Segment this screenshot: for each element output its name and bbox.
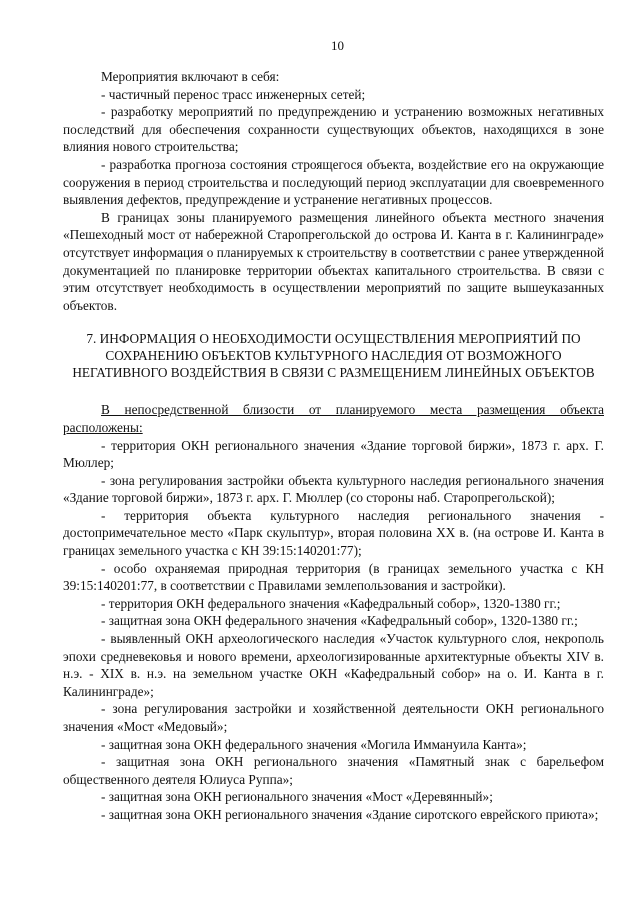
heritage-list-item: - выявленный ОКН археологического наследия «Участок культурного слоя, некрополь эпохи средневековья и нового времени, археологизированные архитектурные объекты XIV в. н.э. - XIX в. н.э. на земельном участке ОКН «Кафедральный собор» на о. И. Канта в г. Калининграде»; <box>63 631 604 699</box>
heritage-list-item: - защитная зона ОКН регионального значения «Памятный знак с барельефом общественного деятеля Юлиуса Руппа»; <box>63 754 604 787</box>
heritage-list-item: - особо охраняемая природная территория (в границах земельного участка с КН 39:15:140201:77, в соответствии с Правилами землепользования и застройки). <box>63 560 604 594</box>
heritage-list-item: - зона регулирования застройки объекта культурного наследия регионального значения «Здание торговой биржи», 1873 г. арх. Г. Мюллер (со стороны наб. Старопрегольской); <box>63 472 604 506</box>
measures-intro: Мероприятия включают в себя: <box>101 69 280 84</box>
proximity-intro: В непосредственной близости от планируемого места размещения объекта расположены: <box>63 402 604 435</box>
zone-paragraph: В границах зоны планируемого размещения линейного объекта местного значения «Пешеходный мост от набережной Старопрегольской до острова И. Канта в г. Калининграде» отсутствует информация о планируемых к строительству в соответствии с ранее утвержденной документацией по планировке территории объектах капитального строительства. В связи с этим отсутствует необходимость в осуществлении мероприятий по защите вышеуказанных объектов. <box>63 209 604 313</box>
measure-item: - частичный перенос трасс инженерных сетей; <box>101 86 366 102</box>
heritage-list-item: - защитная зона ОКН федерального значения «Кафедральный собор», 1320-1380 гг.; <box>101 613 578 629</box>
measure-item: - разработку мероприятий по предупреждению и устранению возможных негативных последствий для обеспечения сохранности существующих объектов, находящихся в зоне влияния нового строительства; <box>63 104 604 155</box>
section-title: 7. ИНФОРМАЦИЯ О НЕОБХОДИМОСТИ ОСУЩЕСТВЛЕНИЯ МЕРОПРИЯТИЙ ПО СОХРАНЕНИЮ ОБЪЕКТОВ КУЛЬТУРНОГО НАСЛЕДИЯ ОТ ВОЗМОЖНОГО НЕГАТИВНОГО ВОЗДЕЙСТВИЯ В СВЯЗИ С РАЗМЕЩЕНИЕМ ЛИНЕЙНЫХ ОБЪЕКТОВ <box>72 331 595 381</box>
heritage-list-item: - территория ОКН регионального значения «Здание торговой биржи», 1873 г. арх. Г. Мюллер; <box>63 437 604 471</box>
heritage-list-item: - зона регулирования застройки и хозяйственной деятельности ОКН регионального значения «Мост «Медовый»; <box>63 701 604 734</box>
page-number: 10 <box>331 38 344 53</box>
heritage-list-item: - защитная зона ОКН регионального значения «Мост «Деревянный»; <box>101 789 493 805</box>
heritage-list-item: - территория объекта культурного наследия регионального значения - достопримечательное место «Парк скульптур», вторая половина XX в. (на острове И. Канта в границах земельного участка с КН 39:15:140201:77); <box>63 507 604 559</box>
heritage-list-item: - защитная зона ОКН регионального значения «Здание сиротского еврейского приюта»; <box>101 806 599 822</box>
heritage-list-item: - защитная зона ОКН федерального значения «Могила Иммануила Канта»; <box>101 736 527 752</box>
heritage-list-item: - территория ОКН федерального значения «Кафедральный собор», 1320-1380 гг.; <box>101 595 561 611</box>
measure-item: - разработка прогноза состояния строящегося объекта, воздействие его на окружающие сооружения в период строительства и последующий период эксплуатации для своевременного выявления дефектов, предупреждение и устранение негативных процессов. <box>63 156 604 208</box>
